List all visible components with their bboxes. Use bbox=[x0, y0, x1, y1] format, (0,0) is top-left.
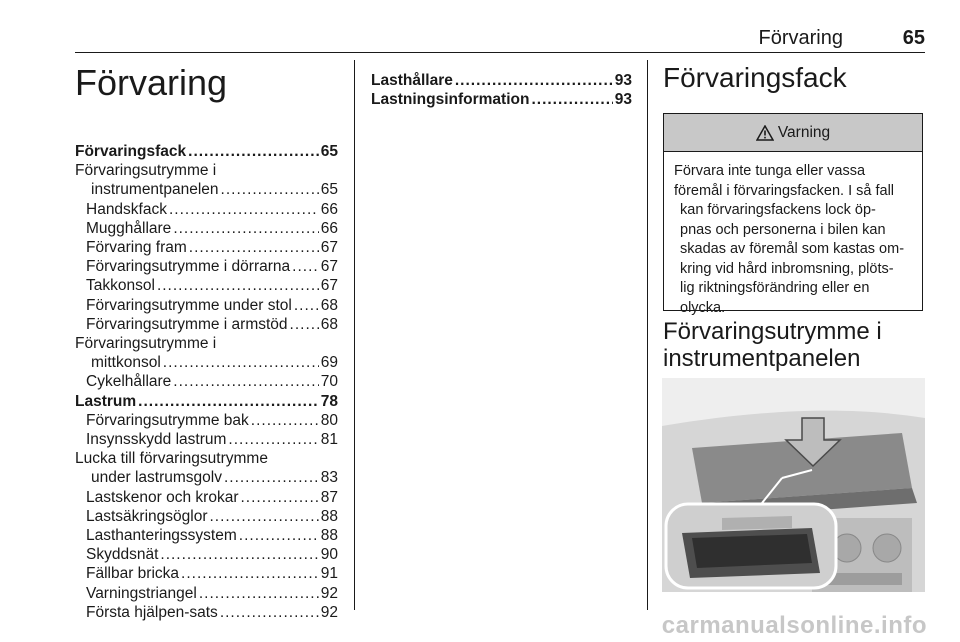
toc-leader-dots bbox=[228, 430, 318, 449]
warning-text-line: föremål i förvaringsfacken. I så fall bbox=[674, 182, 895, 199]
toc-entry[interactable] bbox=[75, 468, 338, 487]
toc-leader-dots bbox=[189, 238, 319, 257]
toc-entry-title: Förvaringsutrymme bak bbox=[86, 411, 249, 429]
toc-entry-title: Insynsskydd lastrum bbox=[86, 431, 227, 449]
toc-entry-title: mittkonsol bbox=[91, 354, 161, 372]
toc-entry[interactable] bbox=[75, 449, 338, 468]
toc-entry-title: Lastsäkringsöglor bbox=[86, 507, 208, 525]
toc-entry-title: Mugghållare bbox=[86, 219, 172, 237]
toc-entry[interactable] bbox=[75, 564, 338, 583]
toc-entry[interactable] bbox=[75, 219, 338, 238]
toc-entry-title: Lastrum bbox=[75, 392, 137, 410]
toc-leader-dots bbox=[294, 296, 319, 315]
toc-page-number: 66 bbox=[320, 219, 338, 237]
header-title: Förvaring bbox=[758, 27, 843, 49]
toc-leader-dots bbox=[160, 545, 318, 564]
subsection-title-line: instrumentpanelen bbox=[663, 345, 861, 372]
toc-entry-title: Första hjälpen-sats bbox=[86, 603, 218, 621]
toc-entry-title: instrumentpanelen bbox=[91, 181, 219, 199]
toc-leader-dots bbox=[138, 392, 319, 411]
toc-entry-title: Cykelhållare bbox=[86, 373, 172, 391]
toc-leader-dots bbox=[163, 353, 319, 372]
toc-leader-dots bbox=[181, 564, 319, 583]
toc-entry[interactable] bbox=[75, 353, 338, 372]
toc-page-number: 67 bbox=[320, 277, 338, 295]
dashboard-storage-illustration bbox=[662, 378, 925, 592]
toc-page-number: 92 bbox=[320, 603, 338, 621]
subsection-title-line: Förvaringsutrymme i bbox=[663, 318, 882, 345]
toc-entry-title: Lasthanteringssystem bbox=[86, 527, 237, 545]
toc-entry[interactable] bbox=[75, 584, 338, 603]
toc-page-number: 66 bbox=[320, 200, 338, 218]
toc-entry[interactable] bbox=[75, 372, 338, 391]
toc-page-number: 91 bbox=[320, 565, 338, 583]
toc-entry-title: Förvaringsutrymme i bbox=[75, 335, 217, 353]
toc-leader-dots bbox=[224, 468, 319, 487]
toc-entry[interactable] bbox=[75, 411, 338, 430]
toc-leader-dots bbox=[209, 507, 318, 526]
toc-entry[interactable] bbox=[75, 200, 338, 219]
toc-entry[interactable] bbox=[75, 334, 338, 353]
toc-entry[interactable] bbox=[75, 545, 338, 564]
toc-page-number: 70 bbox=[320, 373, 338, 391]
watermark: carmanualsonline.info bbox=[661, 612, 927, 639]
toc-page-number: 83 bbox=[320, 469, 338, 487]
toc-entry-title: Lasthållare bbox=[371, 72, 453, 89]
toc-page-number: 65 bbox=[320, 143, 338, 160]
toc-page-number: 88 bbox=[320, 527, 338, 545]
toc-leader-dots bbox=[169, 200, 319, 219]
toc-leader-dots bbox=[157, 276, 319, 295]
toc-entry-title: Förvaringsutrymme i dörrarna bbox=[86, 258, 291, 276]
toc-leader-dots bbox=[173, 219, 318, 238]
warning-text-line: skadas av föremål som kastas om- bbox=[680, 241, 905, 257]
toc-leader-dots bbox=[199, 584, 319, 603]
warning-text-line: kan förvaringsfackens lock öp- bbox=[680, 202, 876, 218]
toc-page-number: 67 bbox=[320, 239, 338, 257]
toc-entry-title: Lastningsinformation bbox=[371, 91, 530, 109]
column-divider bbox=[354, 60, 355, 610]
warning-header bbox=[664, 114, 922, 152]
toc-entry[interactable] bbox=[75, 526, 338, 545]
toc-entry[interactable] bbox=[75, 430, 338, 449]
toc-leader-dots bbox=[455, 71, 613, 90]
toc-entry[interactable] bbox=[75, 392, 338, 411]
warning-text-line: olycka. bbox=[680, 299, 726, 316]
table-of-contents-continued bbox=[371, 71, 632, 109]
toc-entry-title: Lastskenor och krokar bbox=[86, 488, 239, 506]
toc-entry[interactable] bbox=[371, 71, 632, 90]
column-divider bbox=[647, 60, 648, 610]
toc-leader-dots bbox=[220, 603, 319, 622]
toc-leader-dots bbox=[251, 411, 319, 430]
toc-entry[interactable] bbox=[75, 276, 338, 295]
toc-entry[interactable] bbox=[75, 603, 338, 622]
table-of-contents bbox=[75, 142, 338, 622]
toc-page-number: 93 bbox=[614, 72, 632, 89]
page-number: 65 bbox=[902, 27, 925, 49]
warning-text-line: lig riktningsförändring eller en bbox=[680, 280, 870, 296]
toc-page-number: 88 bbox=[320, 507, 338, 525]
toc-entry-title: Handskfack bbox=[86, 200, 167, 218]
section-title: Förvaringsfack bbox=[663, 62, 847, 93]
dashboard-illustration-svg bbox=[662, 378, 925, 592]
toc-page-number: 65 bbox=[320, 181, 338, 199]
subsection-title bbox=[663, 318, 925, 372]
toc-leader-dots bbox=[292, 257, 319, 276]
toc-entry-title: Skyddsnät bbox=[86, 546, 159, 564]
toc-entry[interactable] bbox=[75, 296, 338, 315]
toc-page-number: 87 bbox=[320, 488, 338, 506]
toc-page-number: 67 bbox=[320, 258, 338, 276]
warning-title: Varning bbox=[777, 123, 831, 141]
toc-entry[interactable] bbox=[75, 315, 338, 334]
toc-entry[interactable] bbox=[75, 180, 338, 199]
toc-entry[interactable] bbox=[75, 507, 338, 526]
toc-entry[interactable] bbox=[75, 142, 338, 161]
toc-page-number: 68 bbox=[320, 315, 338, 333]
warning-text-line: pnas och personerna i bilen kan bbox=[680, 221, 886, 238]
toc-entry[interactable] bbox=[75, 257, 338, 276]
toc-entry-title: Takkonsol bbox=[86, 277, 155, 295]
chapter-title: Förvaring bbox=[75, 62, 228, 103]
toc-page-number: 69 bbox=[320, 354, 338, 372]
toc-leader-dots bbox=[173, 372, 318, 391]
toc-page-number: 68 bbox=[320, 296, 338, 314]
toc-entry[interactable] bbox=[371, 90, 632, 109]
toc-leader-dots bbox=[531, 90, 612, 109]
toc-page-number: 80 bbox=[320, 411, 338, 429]
warning-text bbox=[664, 152, 922, 318]
toc-entry[interactable] bbox=[75, 161, 338, 180]
toc-page-number: 90 bbox=[320, 546, 338, 564]
toc-entry[interactable] bbox=[75, 488, 338, 507]
page-header bbox=[75, 26, 925, 53]
toc-leader-dots bbox=[239, 526, 319, 545]
toc-leader-dots bbox=[241, 488, 319, 507]
warning-text-line: kring vid hård inbromsning, plöts- bbox=[680, 260, 894, 277]
toc-entry-title: Fällbar bricka bbox=[86, 565, 180, 583]
warning-triangle-icon bbox=[756, 125, 774, 141]
toc-entry-title: Förvaringsutrymme i armstöd bbox=[86, 315, 288, 333]
warning-box bbox=[663, 113, 923, 316]
toc-leader-dots bbox=[188, 142, 319, 161]
toc-entry-title: Lucka till förvaringsutrymme bbox=[75, 450, 268, 468]
toc-page-number: 81 bbox=[320, 431, 338, 449]
warning-text-line: Förvara inte tunga eller vassa bbox=[674, 163, 866, 179]
toc-leader-dots bbox=[290, 315, 319, 334]
toc-entry-title: under lastrumsgolv bbox=[91, 469, 222, 487]
toc-page-number: 92 bbox=[320, 584, 338, 602]
toc-entry[interactable] bbox=[75, 238, 338, 257]
toc-leader-dots bbox=[221, 180, 319, 199]
toc-page-number: 78 bbox=[320, 392, 338, 410]
toc-page-number: 93 bbox=[614, 91, 632, 109]
toc-entry-title: Förvaring fram bbox=[86, 239, 187, 257]
toc-entry-title: Förvaringsfack bbox=[75, 143, 187, 160]
toc-entry-title: Förvaringsutrymme i bbox=[75, 162, 217, 180]
toc-entry-title: Varningstriangel bbox=[86, 584, 197, 602]
toc-entry-title: Förvaringsutrymme under stol bbox=[86, 296, 292, 314]
